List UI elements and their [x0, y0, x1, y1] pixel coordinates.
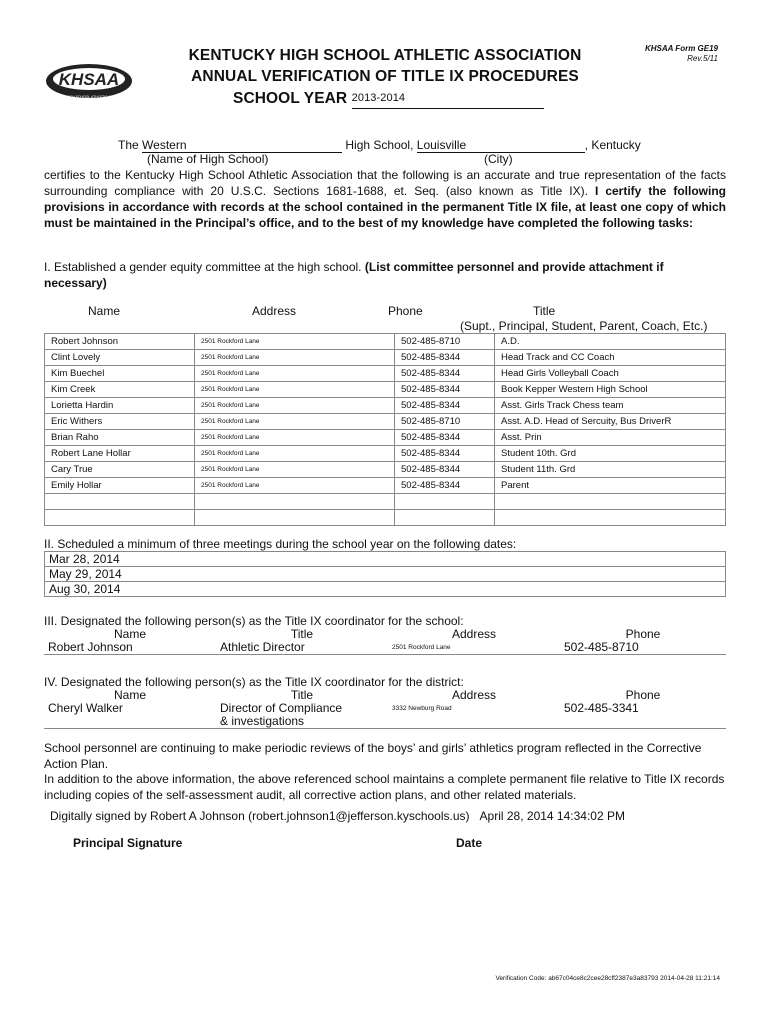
meeting-dates [44, 551, 726, 597]
closing-p2: In addition to the above information, the above referenced school maintains a complete permanent file relative to Title IX records including copies of the self-assessment audit, all corrective action plans, and other related materials. [44, 772, 725, 802]
district-title-header: Title [290, 688, 314, 702]
city-name: Louisville [417, 138, 585, 153]
committee-address: 2501 Rockford Lane [195, 462, 395, 478]
committee-address [195, 494, 395, 510]
coord-title-header: Title [290, 627, 314, 641]
intro-high-school: High School, [345, 138, 414, 152]
district-title [216, 702, 388, 729]
school-year-value: 2013-2014 [352, 88, 544, 109]
committee-row [45, 350, 726, 366]
committee-phone: 502-485-8710 [395, 334, 495, 350]
coord-name-header: Name [113, 627, 146, 641]
district-title-line2: & investigations [220, 714, 305, 728]
school-coordinator-table [44, 628, 726, 655]
certification-bold: I certify the following provisions in accordance with records at the school contained in the permanent Title IX file, at least one copy of which must be maintained in the Principal’s office, and to the best of my knowledge have completed the following tasks: [44, 184, 726, 230]
committee-row [45, 398, 726, 414]
committee-title: Head Girls Volleyball Coach [495, 366, 726, 382]
committee-phone: 502-485-8710 [395, 414, 495, 430]
committee-title: A.D. [495, 334, 726, 350]
col-title-header: Title [533, 304, 556, 318]
coord-name: Robert Johnson [44, 641, 216, 655]
committee-name [45, 494, 195, 510]
logo-subtext: KENTUCKY HIGH SCHOOL ATHLETIC ASSOCIATION [45, 95, 133, 99]
closing-p1: School personnel are continuing to make periodic reviews of the boys’ and girls’ athletics program reflected in the Corrective Action Plan. [44, 741, 702, 771]
section4-heading: IV. Designated the following person(s) as the Title IX coordinator for the district: [44, 675, 464, 689]
form-rev: Rev.5/11 [687, 54, 718, 63]
committee-address: 2501 Rockford Lane [195, 478, 395, 494]
committee-address: 2501 Rockford Lane [195, 334, 395, 350]
committee-title: Asst. Prin [495, 430, 726, 446]
certification-paragraph [44, 167, 726, 231]
committee-row [45, 478, 726, 494]
meeting-date: Aug 30, 2014 [44, 582, 726, 597]
section1-bold: (List committee personnel and provide attachment if necessary) [44, 260, 664, 290]
intro-line [118, 138, 678, 153]
khsaa-logo [44, 62, 134, 102]
committee-phone: 502-485-8344 [395, 462, 495, 478]
committee-name: Kim Buechel [45, 366, 195, 382]
school-caption: (Name of High School) [147, 152, 269, 166]
committee-row [45, 446, 726, 462]
committee-row [45, 366, 726, 382]
principal-signature-label: Principal Signature [73, 836, 183, 850]
district-name-header: Name [113, 688, 146, 702]
coord-title: Athletic Director [216, 641, 388, 655]
section1-heading [44, 259, 726, 291]
section1-text: I. Established a gender equity committee at the high school. [44, 260, 362, 274]
committee-phone [395, 494, 495, 510]
committee-phone: 502-485-8344 [395, 366, 495, 382]
signed-by: Digitally signed by Robert A Johnson (robert.johnson1@jefferson.kyschools.us) [50, 809, 470, 823]
committee-phone: 502-485-8344 [395, 398, 495, 414]
committee-title: Student 11th. Grd [495, 462, 726, 478]
district-name: Cheryl Walker [44, 702, 216, 729]
district-coordinator-table [44, 689, 726, 729]
committee-name [45, 510, 195, 526]
meeting-date: May 29, 2014 [44, 567, 726, 582]
committee-title: Student 10th. Grd [495, 446, 726, 462]
coord-phone-header: Phone [625, 627, 661, 641]
committee-row [45, 414, 726, 430]
col-phone-header: Phone [388, 304, 423, 318]
committee-title: Parent [495, 478, 726, 494]
district-title-line1: Director of Compliance [220, 701, 343, 715]
school-name: Western [142, 138, 342, 153]
committee-row [45, 382, 726, 398]
verification-code: Verification Code: ab67c04ce8c2cee28cff2387e3a83793 2014-04-28 11:21:14 [495, 975, 720, 982]
committee-address: 2501 Rockford Lane [195, 398, 395, 414]
header-line1: KENTUCKY HIGH SCHOOL ATHLETIC ASSOCIATION [188, 47, 582, 64]
coord-address: 2501 Rockford Lane [388, 641, 560, 655]
district-address-header: Address [451, 688, 497, 702]
committee-title: Book Kepper Western High School [495, 382, 726, 398]
committee-address: 2501 Rockford Lane [195, 446, 395, 462]
col-address-header: Address [252, 304, 297, 318]
committee-name: Emily Hollar [45, 478, 195, 494]
form-label: KHSAA Form GE19 [644, 44, 718, 53]
school-year-label: SCHOOL YEAR [233, 90, 348, 107]
committee-row [45, 334, 726, 350]
district-address: 3332 Newburg Road [388, 702, 560, 729]
header-line2: ANNUAL VERIFICATION OF TITLE IX PROCEDURES [191, 68, 579, 85]
city-caption: (City) [484, 152, 513, 166]
section2-heading: II. Scheduled a minimum of three meetings during the school year on the following dates: [44, 537, 517, 551]
committee-title: Asst. Girls Track Chess team [495, 398, 726, 414]
header-line3 [233, 88, 563, 109]
intro-kentucky: , Kentucky [584, 138, 641, 152]
committee-phone: 502-485-8344 [395, 430, 495, 446]
coord-address-header: Address [451, 627, 497, 641]
committee-row [45, 494, 726, 510]
committee-name: Cary True [45, 462, 195, 478]
committee-address: 2501 Rockford Lane [195, 366, 395, 382]
certification-text: certifies to the Kentucky High School Athletic Association that the following is an accurate and true representation of the facts surrounding compliance with 20 U.S.C. Sections 1681-1688, et. Seq. (also known as Title IX). [44, 168, 726, 198]
committee-name: Clint Lovely [45, 350, 195, 366]
committee-table [44, 333, 726, 526]
district-phone: 502-485-3341 [560, 702, 726, 729]
committee-address: 2501 Rockford Lane [195, 350, 395, 366]
col-title-subheader: (Supt., Principal, Student, Parent, Coach, Etc.) [460, 319, 708, 333]
committee-phone: 502-485-8344 [395, 382, 495, 398]
committee-name: Robert Johnson [45, 334, 195, 350]
committee-phone: 502-485-8344 [395, 350, 495, 366]
committee-name: Brian Raho [45, 430, 195, 446]
committee-name: Robert Lane Hollar [45, 446, 195, 462]
committee-row [45, 462, 726, 478]
committee-title [495, 494, 726, 510]
signed-date: April 28, 2014 14:34:02 PM [479, 809, 625, 823]
date-label: Date [456, 836, 483, 850]
committee-address [195, 510, 395, 526]
committee-title [495, 510, 726, 526]
committee-title: Asst. A.D. Head of Sercuity, Bus DriverR [495, 414, 726, 430]
committee-name: Eric Withers [45, 414, 195, 430]
committee-row [45, 430, 726, 446]
committee-name: Lorietta Hardin [45, 398, 195, 414]
committee-address: 2501 Rockford Lane [195, 382, 395, 398]
district-phone-header: Phone [625, 688, 661, 702]
committee-address: 2501 Rockford Lane [195, 430, 395, 446]
section3-heading: III. Designated the following person(s) as the Title IX coordinator for the school: [44, 614, 464, 628]
col-name-header: Name [88, 304, 121, 318]
committee-title: Head Track and CC Coach [495, 350, 726, 366]
coord-phone: 502-485-8710 [560, 641, 726, 655]
committee-phone: 502-485-8344 [395, 478, 495, 494]
committee-name: Kim Creek [45, 382, 195, 398]
intro-the: The [118, 138, 139, 152]
committee-phone: 502-485-8344 [395, 446, 495, 462]
form-tag [645, 44, 718, 64]
committee-phone [395, 510, 495, 526]
logo-text: KHSAA [58, 70, 120, 89]
digital-signature [50, 809, 625, 823]
meeting-date: Mar 28, 2014 [44, 551, 726, 567]
committee-row [45, 510, 726, 526]
committee-address: 2501 Rockford Lane [195, 414, 395, 430]
